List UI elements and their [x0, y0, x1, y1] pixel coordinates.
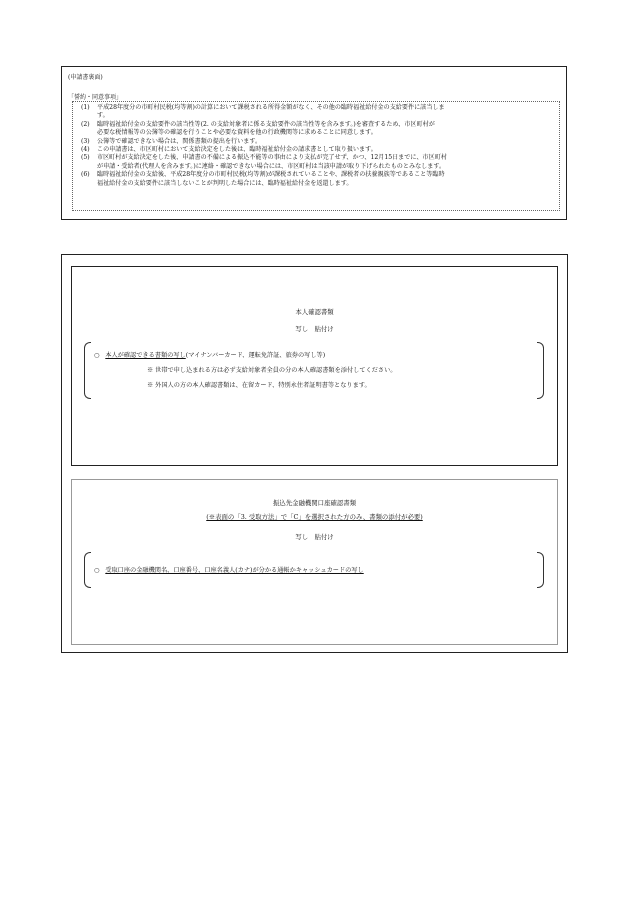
agreement-item-number: (3): [81, 137, 90, 145]
agreement-item: [77, 154, 557, 171]
agreement-item-line: 公簿等で確認できない場合は、関係書類の提出を行います。: [97, 137, 262, 145]
id-docs-title: 本人確認書類: [295, 308, 334, 316]
agreement-list-box: [72, 101, 560, 211]
agreement-item: [77, 138, 557, 146]
agreement-item-number: (5): [81, 154, 90, 162]
bank-docs-item-text: 受取口座の金融機関名、口座番号、口座名義人(カナ)が分かる通帳かキャッシュカードの写し: [105, 567, 364, 574]
agreement-title: 「誓約・同意事項」: [68, 94, 123, 101]
id-docs-item: [94, 350, 325, 359]
bank-docs-title: 振込先金融機関口座確認書類: [272, 499, 357, 507]
bank-docs-item: [94, 565, 364, 574]
agreement-item: [77, 121, 557, 138]
agreement-item-line: 平成28年度分の市町村民税(均等割)の計算において課税される所得金額がなく、その他の臨時福祉給付金の支給要件に該当しま: [97, 104, 445, 111]
right-bracket: [537, 552, 544, 588]
circle-bullet: ○: [94, 567, 100, 574]
agreement-item-line: す。: [97, 112, 109, 120]
agreement-item-line: 臨時福祉給付金の支給後、平成28年度分の市町村民税(均等割)が課税されていることや、課税者の扶養親族等であること等臨時: [97, 171, 445, 179]
agreement-item-line: 福祉給付金の支給要件に該当しないことが判明した場合には、臨時福祉給付金を返還します。: [97, 179, 353, 187]
agreement-item-number: (6): [81, 171, 90, 179]
agreement-list: [77, 104, 557, 188]
attachment-frame: [61, 254, 568, 653]
right-bracket: [537, 342, 544, 399]
section-heading: (申請書裏面): [68, 74, 103, 81]
agreement-item-number: (1): [81, 104, 90, 111]
left-bracket: [84, 552, 91, 588]
agreement-item-line: が申請・受給者(代理人を含みます。)に連絡・確認できない場合には、市区町村は当該申請が取り下げられたものとみなします。: [97, 162, 446, 170]
agreement-item-line: 臨時福祉給付金の支給要件の該当性等(2. の支給対象者に係る支給要件の該当性等を含みます。)を審査するため、市区町村が: [97, 120, 435, 128]
id-docs-note-1: ※ 世帯で申し込まれる方は必ず支給対象者全員の分の本人確認書類を添付してください。: [147, 367, 397, 374]
agreement-item-number: (4): [81, 146, 90, 154]
agreement-item-line: 必要な税情報等の公簿等の確認を行うことや必要な資料を他の行政機関等に求めることに同意します。: [97, 129, 377, 137]
agreement-item: [77, 104, 557, 121]
circle-bullet: ○: [94, 352, 100, 359]
bank-docs-box: [71, 479, 558, 645]
id-docs-paste-label: 写し 貼付け: [295, 325, 334, 333]
bank-docs-paste-label: 写し 貼付け: [295, 533, 334, 541]
agreement-section: [61, 66, 567, 220]
id-docs-item-underlined: 本人が確認できる書類の写し: [105, 352, 186, 359]
agreement-item-line: 市区町村が支給決定をした後、申請書の不備による振込不能等の事由により支払が完了せず、かつ、12月15日までに、市区町村: [97, 154, 447, 162]
agreement-item-number: (2): [81, 120, 90, 128]
id-docs-note-2: ※ 外国人の方の本人確認書類は、在留カード、特別永住者証明書等となります。: [147, 382, 371, 389]
id-docs-box: [71, 266, 558, 466]
id-docs-item-examples: (マイナンバーカード、運転免許証、旅券の写し等): [185, 352, 326, 359]
bank-docs-subtitle: (※表面の「3. 受取方法」で「C」を選択された方のみ、書類の添付が必要): [206, 513, 423, 521]
agreement-item-line: この申請書は、市区町村において支給決定をした後は、臨時福祉給付金の請求書として取り扱います。: [97, 146, 377, 154]
agreement-item: [77, 171, 557, 188]
left-bracket: [84, 342, 91, 399]
